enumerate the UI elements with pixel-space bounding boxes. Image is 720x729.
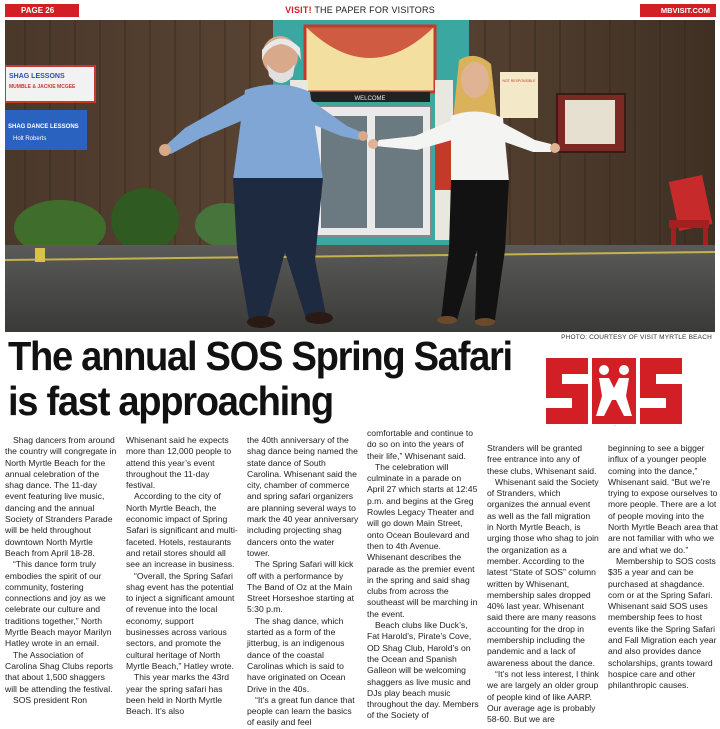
paragraph: The Association of Carolina Shag Clubs reports that about 1,500 shaggers will be attending the festival. [5, 649, 113, 694]
marquee-text: WELCOME [354, 96, 386, 102]
paragraph: The Spring Safari will kick off with a performance by The Band of Oz at the Main Street Horseshoe starting at 5:30 p.m. [247, 559, 354, 615]
paragraph: This year marks the 43rd year the spring safari has been held in North Myrtle Beach. It’s also [126, 672, 230, 717]
article-column-6 [608, 443, 720, 692]
sign-instructors: MUMBLE & JACKIE MCGEE [9, 84, 76, 90]
paragraph: The shag dance, which started as a form of the jitterbug, is an indigenous dance of the coastal Carolinas which is said to have originated on Ocean Drive in the 40s. [247, 615, 346, 694]
article-column-1 [5, 435, 117, 706]
paragraph: comfortable and continue to do so on into the years of their life,” Whisenant said. [367, 428, 474, 461]
site-url: MBVISIT.COM [640, 4, 716, 17]
paragraph: “It’s a great fun dance that people can learn the basics of easily and feel [247, 694, 355, 728]
article-column-3 [247, 435, 359, 729]
article-column-5 [487, 443, 599, 725]
paragraph: “Overall, the Spring Safari shag event has the potential to inject a significant amount of revenue into the local economy, support businesses across various sectors, and promote the cultural heritage of North Myrtle Beach,” Hatley wrote. [126, 570, 235, 671]
sign-shag-lessons: SHAG LESSONS [9, 73, 65, 80]
sign-instructor-2: Holt Roberts [13, 136, 47, 142]
paragraph: Beach clubs like Duck’s, Fat Harold’s, Pirate’s Cove, OD Shag Club, Harold’s on the Ocean and Spanish Galleon will be welcoming shaggers as live music and DJs play beach music throughout the day. Members of the Society of [367, 620, 479, 721]
paragraph: Stranders will be granted free entrance into any of these clubs, Whisenant said. [487, 443, 597, 476]
article-column-4 [367, 428, 479, 722]
notice-sign: NOT RESPONSIBLE [502, 79, 536, 83]
sos-logo [544, 354, 684, 428]
dancers-photo-illustration [5, 20, 715, 332]
paragraph: The celebration will culminate in a parade on April 27 which starts at 12:45 p.m. and begins at the Greg Rowles Legacy Theater and will go down Main Street, onto Ocean Boulevard and then to 4th Avenue. Whisenant describes the parade as the premier event in the spring and said shag clubs from across the southeast will be marching in the event. [367, 461, 478, 619]
page-header [0, 4, 720, 18]
paragraph: Whisenant said the Society of Stranders, which organizes the annual event as well as the fall migration in North Myrtle Beach, is urging those who shag to join the organization as a member. According to the latest “State of SOS” column written by Whisenant, membership sales dropped 40% last year. Whisenant said there are many reasons accounting for the drop in membership including the pandemic and a lack of awareness about the dance. [487, 476, 599, 668]
paragraph: According to the city of North Myrtle Beach, the economic impact of Spring Safari is significant and multi-faceted. Hotels, restaurants and retail stores should all see an increase in business. [126, 491, 238, 570]
paragraph: “This dance form truly embodies the spirit of our community, fostering connections and joy as we celebrate our culture and traditions together,” North Myrtle Beach mayor Marilyn Hatley wrote in an email. [5, 559, 112, 649]
paragraph: Shag dancers from around the country will congregate in North Myrtle Beach for the annual celebration of the shag dance. The 11-day event featuring live music, dancing and the annual Society of Stranders Parade will be held throughout downtown North Myrtle Beach from April 18-28. [5, 435, 117, 558]
page-number: PAGE 26 [5, 4, 79, 17]
headline [8, 333, 512, 424]
paper-title-rest: THE PAPER FOR VISITORS [311, 5, 435, 15]
paragraph: “It’s not less interest, I think we are largely an older group of people kind of like AARP. Our average age is probably 58-60. But we are [487, 668, 599, 725]
paragraph: beginning to see a bigger influx of a younger people coming into the dance,” Whisenant said. “But we’re trying to expose ourselves to more people. There are a lot of people moving into the North Myrtle Beach area that are not familiar with who we are and what we do.” [608, 443, 718, 555]
paper-title [0, 4, 720, 17]
article-column-2 [126, 435, 238, 717]
paragraph: the 40th anniversary of the shag dance being named the state dance of South Carolina. Whisenant said the city, chamber of commerce and spring safari organizers are planning several ways to mark the 40 year anniversary including projecting shag dancers onto the water tower. [247, 435, 359, 558]
headline-line-1: The annual SOS Spring Safari [8, 333, 512, 379]
article-body [5, 428, 718, 728]
paper-title-strong: VISIT! [285, 5, 312, 15]
headline-line-2: is fast approaching [8, 378, 333, 424]
dancers-photo [5, 20, 715, 332]
paragraph: Whisenant said he expects more than 12,000 people to attend this year’s event throughout the 11-day festival. [126, 435, 232, 491]
paragraph: SOS president Ron [13, 694, 88, 705]
paragraph: Membership to SOS costs $35 a year and can be purchased at shagdance. com or at the Spring Safari. Whisenant said SOS uses membership fees to host events like the Spring Safari and Fall Migration each year and also provides dance scholarships, grants toward hospice care and other philanthropic causes. [608, 555, 717, 691]
photo-credit: PHOTO: COURTESY OF VISIT MYRTLE BEACH [561, 334, 712, 341]
sign-dance-lessons: SHAG DANCE LESSONS [8, 124, 79, 130]
logo-text: SOS [614, 426, 617, 427]
